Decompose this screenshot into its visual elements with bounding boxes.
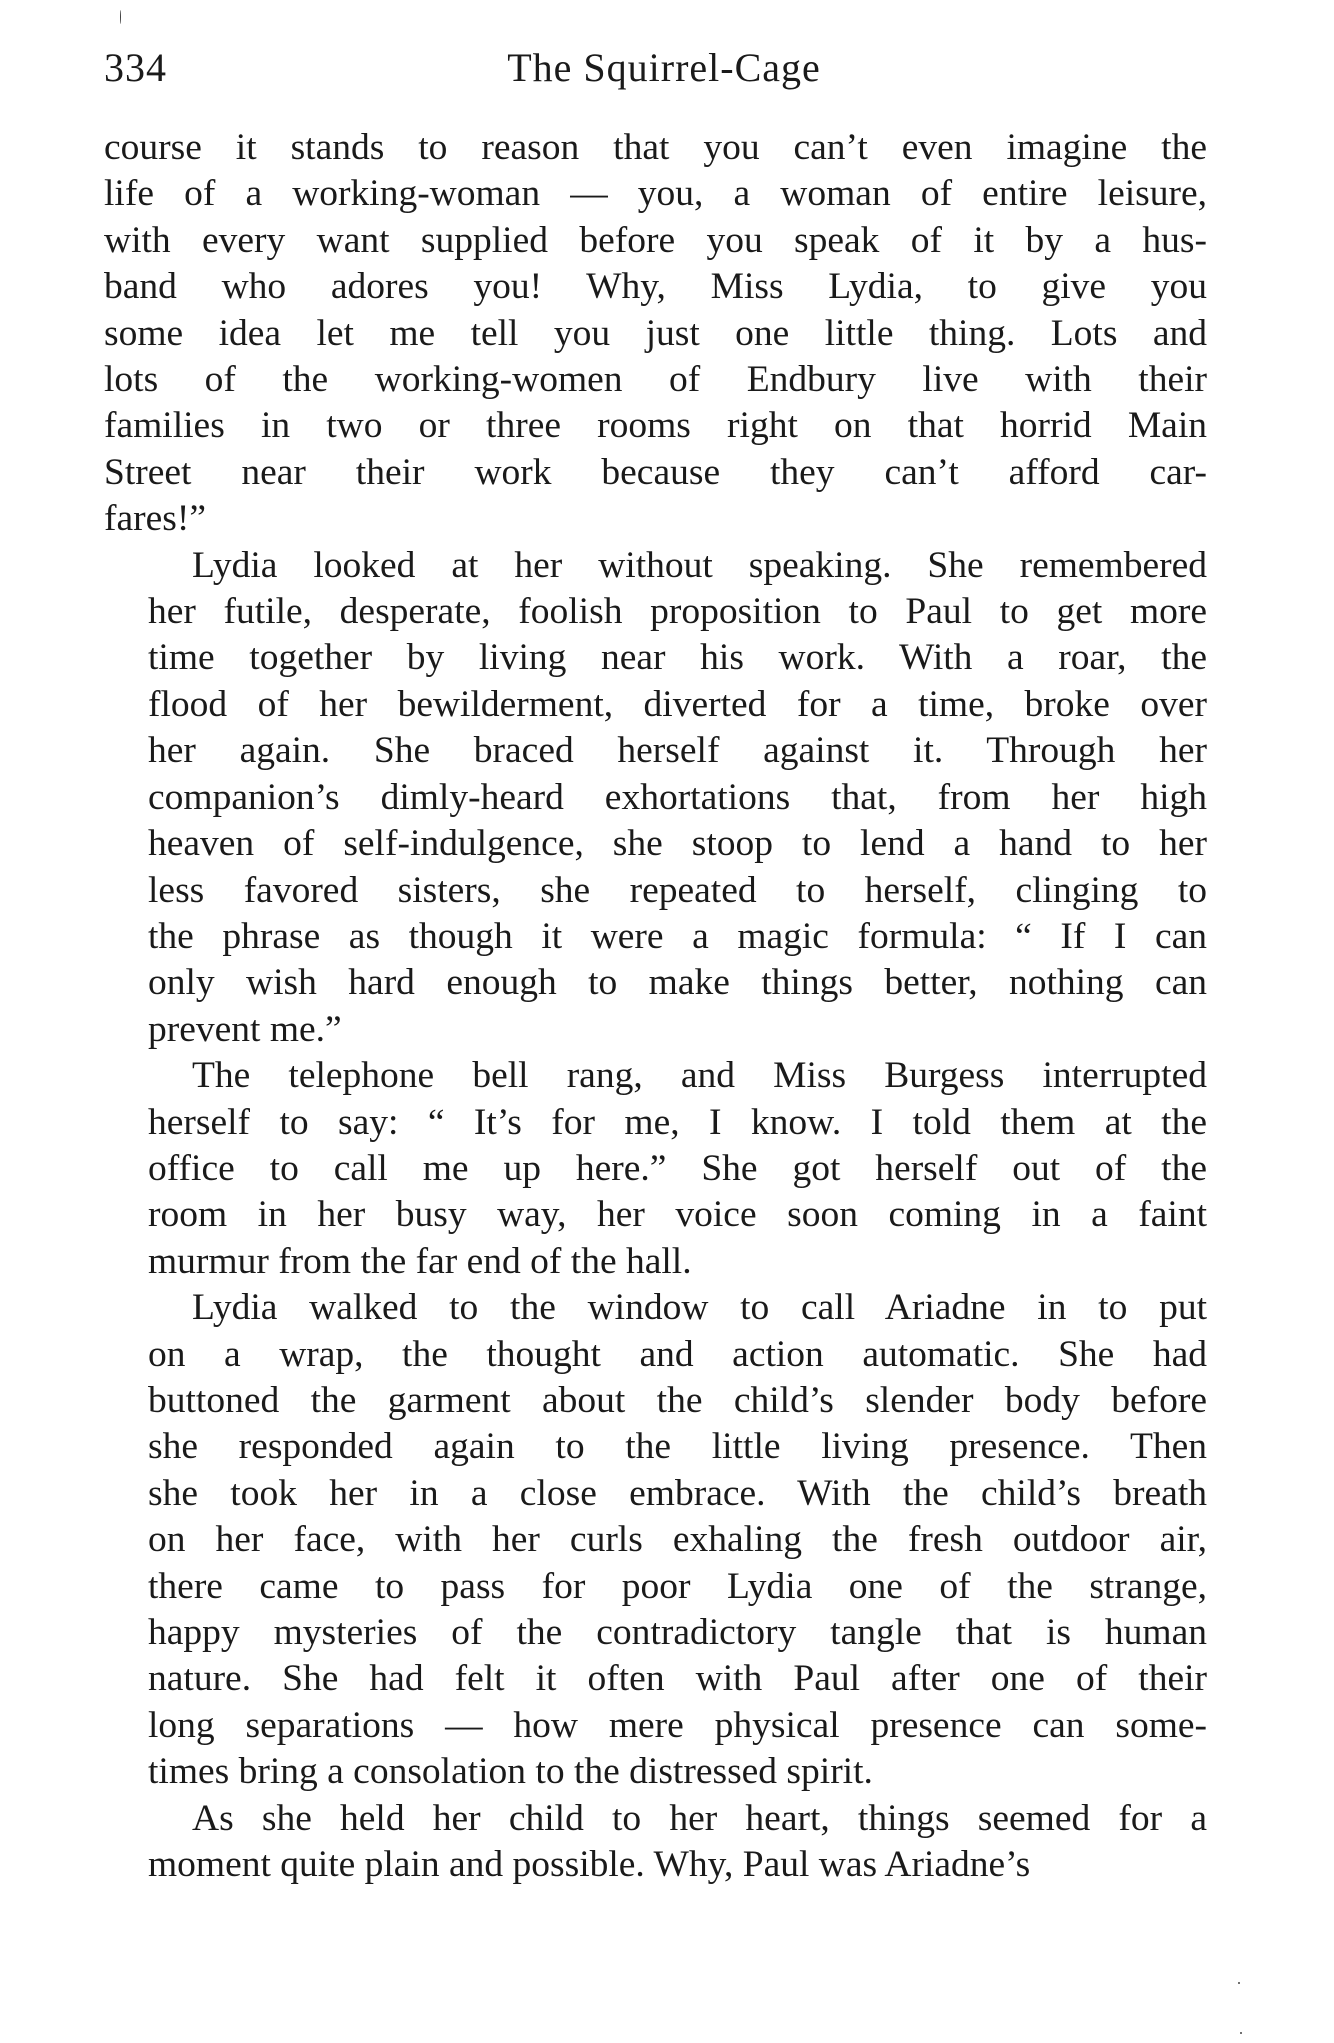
text-line: nature. She had felt it often with Paul after one of their [148,1658,1207,1700]
paragraph [104,125,1207,543]
text-line: prevent me.” [148,1008,342,1050]
text-line: she took her in a close embrace. With the child’s breath [148,1472,1207,1514]
text-line: on a wrap, the thought and action automatic. She had [148,1333,1207,1375]
text-line: with every want supplied before you speak of it by a hus- [104,219,1207,261]
paragraph [104,1285,1207,1795]
print-speck [1240,2032,1242,2034]
text-line: less favored sisters, she repeated to herself, clinging to [148,869,1207,911]
text-line: the phrase as though it were a magic formula: “ If I can [148,915,1207,957]
text-line: some idea let me tell you just one little thing. Lots and [104,312,1207,354]
text-line: herself to say: “ It’s for me, I know. I told them at the [148,1101,1207,1143]
text-line: she responded again to the little living presence. Then [148,1426,1207,1468]
text-line: The telephone bell rang, and Miss Burgess interrupted [192,1055,1207,1097]
text-line: happy mysteries of the contradictory tangle that is human [148,1612,1207,1653]
text-line: Street near their work because they can’t afford car- [104,451,1207,493]
text-line: long separations — how mere physical presence can some- [148,1704,1207,1746]
text-line: band who adores you! Why, Miss Lydia, to give you [104,266,1207,308]
body-text [104,125,1207,1888]
text-line: fares!” [104,498,206,540]
text-line: As she held her child to her heart, things seemed for a [192,1797,1207,1839]
paragraph [104,1053,1207,1285]
text-line: moment quite plain and possible. Why, Paul was Ariadne’s [148,1844,1031,1886]
text-line: time together by living near his work. With a roar, the [148,637,1207,679]
text-line: heaven of self-indulgence, she stoop to lend a hand to her [148,823,1207,865]
text-line: Lydia looked at her without speaking. She remembered [192,544,1207,586]
text-line: room in her busy way, her voice soon coming in a faint [148,1194,1207,1236]
running-title: The Squirrel-Cage [507,45,821,90]
page-number: 334 [104,45,167,90]
text-line: only wish hard enough to make things better, nothing can [148,962,1207,1004]
text-line: companion’s dimly-heard exhortations that, from her high [148,776,1207,818]
text-line: course it stands to reason that you can’t even imagine the [104,127,1207,168]
text-line: Lydia walked to the window to call Ariadne in to put [192,1287,1207,1329]
text-line: her again. She braced herself against it. Through her [148,730,1207,772]
text-line: office to call me up here.” She got herself out of the [148,1147,1207,1189]
text-line: buttoned the garment about the child’s slender body before [148,1379,1207,1421]
text-line: families in two or three rooms right on that horrid Main [104,405,1207,447]
text-line: murmur from the far end of the hall. [148,1240,692,1282]
print-speck [1238,1982,1240,1984]
print-speck [120,10,121,24]
text-line: her futile, desperate, foolish proposition to Paul to get more [148,591,1207,633]
text-line: life of a working-woman — you, a woman of entire leisure, [104,173,1207,215]
page-header [104,38,1224,98]
paragraph [104,1796,1207,1889]
text-line: times bring a consolation to the distressed spirit. [148,1751,873,1793]
text-line: on her face, with her curls exhaling the fresh outdoor air, [148,1519,1207,1561]
text-line: flood of her bewilderment, diverted for a time, broke over [148,683,1207,725]
paragraph [104,543,1207,1053]
text-line: lots of the working-women of Endbury live with their [104,359,1207,401]
text-line: there came to pass for poor Lydia one of the strange, [148,1565,1207,1607]
